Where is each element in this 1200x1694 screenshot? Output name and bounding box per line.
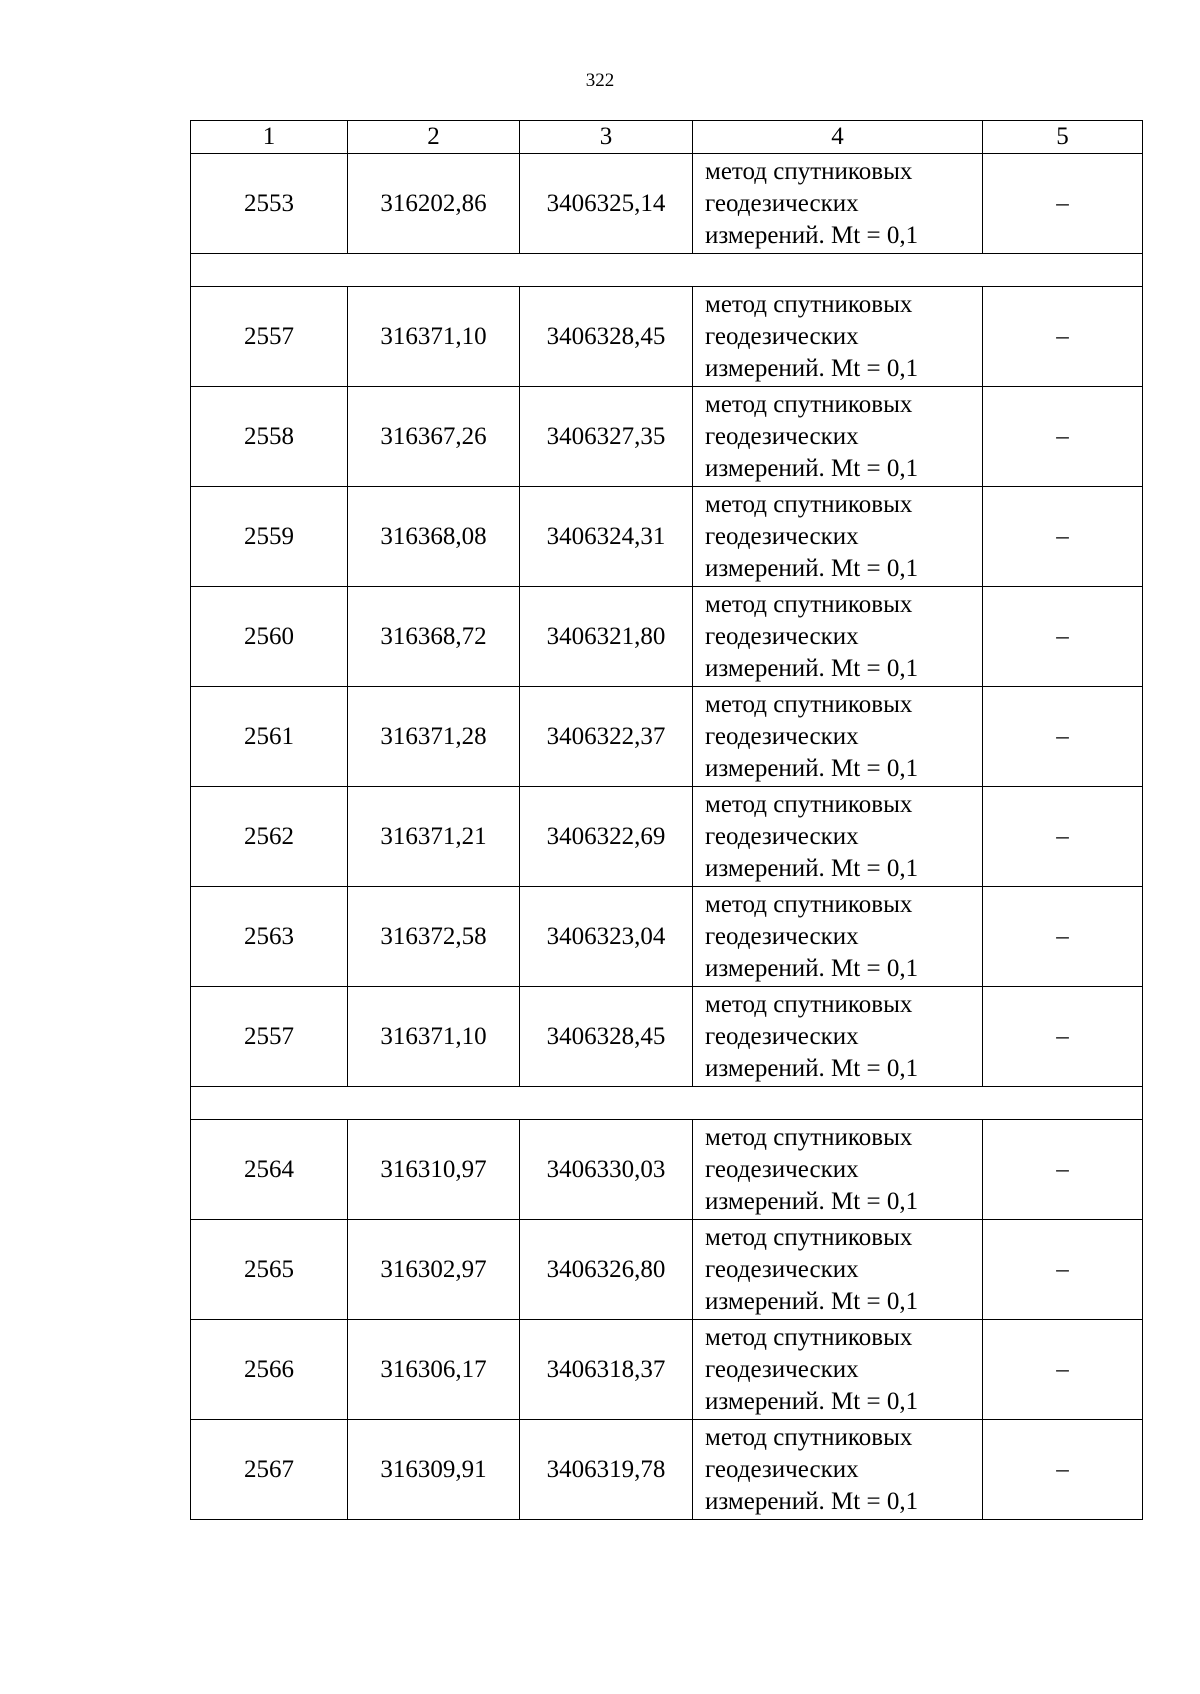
method-cell: метод спутниковых геодезических измерений. Mt = 0,1 [693,687,983,787]
table-row [191,287,1143,387]
point-number-cell: 2557 [191,287,348,387]
note-cell: – [983,887,1143,987]
y-coordinate-cell: 3406322,37 [520,687,693,787]
table-row [191,687,1143,787]
table-row [191,887,1143,987]
note-cell: – [983,587,1143,687]
y-coordinate-cell: 3406330,03 [520,1120,693,1220]
point-number-cell: 2561 [191,687,348,787]
x-coordinate-cell: 316309,91 [348,1420,520,1520]
x-coordinate-cell: 316302,97 [348,1220,520,1320]
column-header: 2 [348,121,520,154]
x-coordinate-cell: 316202,86 [348,154,520,254]
y-coordinate-cell: 3406326,80 [520,1220,693,1320]
x-coordinate-cell: 316371,10 [348,987,520,1087]
point-number-cell: 2563 [191,887,348,987]
y-coordinate-cell: 3406328,45 [520,287,693,387]
table-row [191,1320,1143,1420]
y-coordinate-cell: 3406323,04 [520,887,693,987]
x-coordinate-cell: 316368,72 [348,587,520,687]
table-separator-row [191,254,1143,287]
note-cell: – [983,987,1143,1087]
y-coordinate-cell: 3406324,31 [520,487,693,587]
table-row [191,1120,1143,1220]
point-number-cell: 2557 [191,987,348,1087]
note-cell: – [983,1220,1143,1320]
table-row [191,1220,1143,1320]
table-row [191,487,1143,587]
table-row [191,154,1143,254]
note-cell: – [983,1120,1143,1220]
table-row [191,387,1143,487]
table-row [191,1420,1143,1520]
method-cell: метод спутниковых геодезических измерений. Mt = 0,1 [693,787,983,887]
note-cell: – [983,487,1143,587]
x-coordinate-cell: 316306,17 [348,1320,520,1420]
table-header-row [191,121,1143,154]
y-coordinate-cell: 3406318,37 [520,1320,693,1420]
point-number-cell: 2564 [191,1120,348,1220]
method-cell: метод спутниковых геодезических измерений. Mt = 0,1 [693,887,983,987]
coordinates-table [190,120,1143,1520]
method-cell: метод спутниковых геодезических измерений. Mt = 0,1 [693,587,983,687]
x-coordinate-cell: 316372,58 [348,887,520,987]
table-row [191,987,1143,1087]
x-coordinate-cell: 316371,28 [348,687,520,787]
table-body [191,121,1143,1520]
point-number-cell: 2565 [191,1220,348,1320]
method-cell: метод спутниковых геодезических измерений. Mt = 0,1 [693,987,983,1087]
method-cell: метод спутниковых геодезических измерений. Mt = 0,1 [693,1220,983,1320]
y-coordinate-cell: 3406321,80 [520,587,693,687]
method-cell: метод спутниковых геодезических измерений. Mt = 0,1 [693,487,983,587]
method-cell: метод спутниковых геодезических измерений. Mt = 0,1 [693,154,983,254]
note-cell: – [983,154,1143,254]
separator-cell [191,1087,1143,1120]
point-number-cell: 2562 [191,787,348,887]
separator-cell [191,254,1143,287]
method-cell: метод спутниковых геодезических измерений. Mt = 0,1 [693,1320,983,1420]
y-coordinate-cell: 3406322,69 [520,787,693,887]
note-cell: – [983,287,1143,387]
note-cell: – [983,387,1143,487]
method-cell: метод спутниковых геодезических измерений. Mt = 0,1 [693,387,983,487]
method-cell: метод спутниковых геодезических измерений. Mt = 0,1 [693,1120,983,1220]
note-cell: – [983,687,1143,787]
point-number-cell: 2559 [191,487,348,587]
x-coordinate-cell: 316371,21 [348,787,520,887]
y-coordinate-cell: 3406327,35 [520,387,693,487]
table-row [191,587,1143,687]
x-coordinate-cell: 316367,26 [348,387,520,487]
y-coordinate-cell: 3406328,45 [520,987,693,1087]
point-number-cell: 2566 [191,1320,348,1420]
note-cell: – [983,787,1143,887]
column-header: 1 [191,121,348,154]
point-number-cell: 2567 [191,1420,348,1520]
x-coordinate-cell: 316371,10 [348,287,520,387]
column-header: 3 [520,121,693,154]
x-coordinate-cell: 316368,08 [348,487,520,587]
table-separator-row [191,1087,1143,1120]
column-header: 5 [983,121,1143,154]
table-row [191,787,1143,887]
y-coordinate-cell: 3406325,14 [520,154,693,254]
method-cell: метод спутниковых геодезических измерений. Mt = 0,1 [693,1420,983,1520]
point-number-cell: 2553 [191,154,348,254]
column-header: 4 [693,121,983,154]
page-number-text: 322 [585,70,615,91]
point-number-cell: 2560 [191,587,348,687]
x-coordinate-cell: 316310,97 [348,1120,520,1220]
page-number [0,70,1200,92]
point-number-cell: 2558 [191,387,348,487]
y-coordinate-cell: 3406319,78 [520,1420,693,1520]
note-cell: – [983,1420,1143,1520]
note-cell: – [983,1320,1143,1420]
method-cell: метод спутниковых геодезических измерений. Mt = 0,1 [693,287,983,387]
